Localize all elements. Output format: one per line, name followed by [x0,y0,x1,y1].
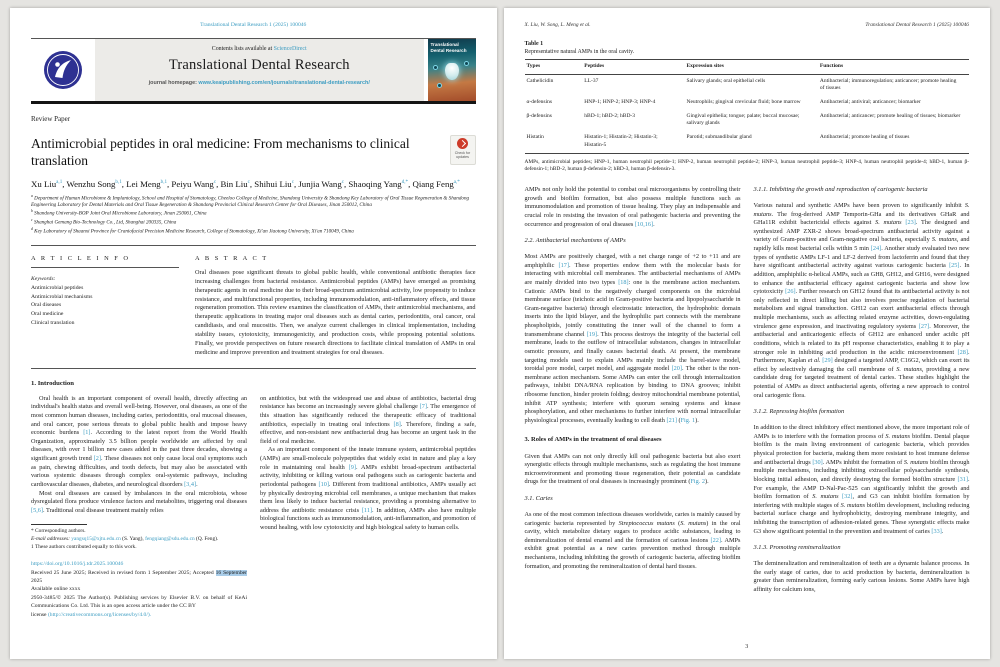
keyword: Antimicrobial peptides [31,284,84,291]
publisher-logo-cell [31,39,95,101]
page2-right-column [754,186,970,594]
intro-paragraph: on antibiotics, but with the widespread use and abuse of antibiotics, bacterial drug resistance has become an increasingly severe global challenge [7]. The emergence of this situation has significantly reduced the therapeutic efficacy of traditional antibiotics, especially in treating oral infections [8]. Therefore, finding a safe, effective, and non-resistant new antibacterial drug has become an urgent task in the field of oral medicine. [260,394,476,445]
table-row [525,110,970,131]
journal-homepage-link[interactable]: www.keaipublishing.com/en/journals/translational-dental-research/ [198,80,370,86]
table-cell: Antibacterial; immunoregulation; anticancer; promote healing of tissues [819,77,957,92]
table-body [525,74,970,153]
amps-table [525,59,970,154]
article-info-abstract-block [31,245,476,369]
footnote-rule [31,524,87,525]
page2-running-head [525,22,970,28]
license-line [31,611,247,619]
table-cell: HNP-1; HNP-2; HNP-3; HNP-4 [584,99,656,106]
author-name: Shihui Liu$^c$ [254,178,294,189]
author-name: Peiyu Wang$^c$ [171,178,217,189]
table-cell: Histatin [526,134,544,141]
license-link[interactable]: (http://creativecommons.org/licenses/by/4.0/). [47,611,152,618]
crossmark-icon [457,138,468,149]
table-header-row [525,60,970,75]
table-cell: hBD-1; hBD-2; hBD-3 [584,112,636,119]
email-link-feng[interactable]: fengqiang@sdu.edu.cn [145,536,195,543]
page1-right-column [260,395,476,619]
contents-prefix: Contents lists available at [211,46,274,52]
affiliation: $^c$ Shanghai Gemang Bio-Technology Co., Ltd, Shanghai 200335, China [31,218,177,226]
check-for-updates-badge[interactable] [450,135,476,165]
homepage-prefix: journal homepage: [148,80,199,86]
tooth-illustration [445,63,459,80]
keyword: Oral medicine [31,311,64,318]
table-1-label: Table 1 [524,41,544,47]
table-column-header: Expression sites [685,60,818,75]
received-suffix: 2025 [31,578,43,584]
body-paragraph: Most AMPs are positively charged, with a net charge range of +2 to +11 and are amphiphilic [17]. These properties endow them with the molecular basis for interacting with microbial cell membranes. The antibacterial mechanisms of AMPs are mainly divided into two types [18]: one is the membrane action mechanism. Cationic AMPs bind to the negatively charged components on the microbial membrane surface (teichoic acid in Gram-positive bacteria and lipopolysaccharide in Gram-negative bacteria) through electrostatic interaction, the hydrophobic domain inserts into the lipid bilayer, and the hydrophilic part connects with the membrane phospholipids, jointly constituting the inner wall of the channel to form a transmembrane channel [19]. This process destroys the integrity of the bacterial cell membrane, leads to the outflow of intracellular substances, changes in intracellular osmotic pressure, and finally causes bacterial death. At present, the membrane targeting models used to explain AMPs mainly include the barrel-stave model, toroidal pore model, carpet model, and aggregate model [20]. The other is the non-membrane action mechanism. Some AMPs can enter the cell through internalization pathways, inhibit DNA/RNA replication by binding to DNA grooves; inhibit ribosome function, hinder protein folding; destroy mitochondrial membrane potential, inhibit ATP synthesis; interfere with quorum sensing systems and kinase phosphorylation, and other mechanisms to further interfere with normal intracellular physiological processes, eventually leading to cell death [21] (Fig. 1). [524,253,741,424]
table-row [525,131,970,153]
email-addresses-note [31,536,247,544]
author-name: Bin Liu$^c$ [220,178,250,189]
journal-title: Translational Dental Research [168,57,350,73]
email-suffix: (S. Yang), [120,536,146,543]
heading-3-1-2: 3.1.2. Repressing biofilm formation [753,408,845,416]
author-name: Wenzhu Song$^{b,1}$ [66,178,122,189]
heading-3: 3. Roles of AMPs in the treatment of oral diseases [524,435,662,443]
table-cell: Cathelicidin [526,77,554,84]
keyword: Oral diseases [31,302,62,309]
page1-left-column [31,395,247,619]
table-cell: Parotid; submandibular gland [686,134,752,141]
table-column-header: Peptides [582,60,684,75]
intro-paragraph: Most oral diseases are caused by imbalances in the oral microbiota, whose dysregulated flora produce virulence factors and metabolites, triggering oral diseases [5,6]. Traditional oral disease treatment mainly relies [31,489,247,514]
table-cell: Histatin-1; Histatin-2; Histatin-3; Histatin-5 [584,134,658,148]
heading-3-1: 3.1. Caries [524,495,553,503]
section-heading-introduction: 1. Introduction [31,379,74,387]
issn-copyright-line: 2950-3485/© 2025 The Author(s). Publishing services by Elsevier B.V. on behalf of KeAi Communications Co. Ltd. This is an open access article under the CC BY [31,594,247,610]
running-head-citation: Translational Dental Research 1 (2025) 100046 [200,22,307,28]
table-cell: Neutrophils; gingival crevicular fluid; bone marrow [686,99,801,106]
author-name: Lei Meng$^{b,1}$ [126,178,168,189]
footnote-block [31,524,247,551]
email-link-yang[interactable]: yangsq15@xjtu.edu.cn [71,536,121,543]
body-paragraph: The demineralization and remineralization of teeth are a dynamic balance process. In the early stage of caries, due to acid production by bacteria, demineralization is greater than remineralization, forming early carious lesions. Some AMPs have high affinity for calcium ions, [753,560,970,594]
body-paragraph: Various natural and synthetic AMPs have been proven to significantly inhibit S. mutans. The frog-derived AMP Temporin-GHa and its derivatives GHaR and GHa11R exhibit bactericidal effects against S. mutans [23]. The designed and synthesized AMP ZXR-2 shows broad-spectrum antibacterial activity against a variety of Gram-positive and Gram-negative oral bacteria, especially S. mutans, and rapidly kills most bacterial cells within 5 min [24]. Another study evaluated two new types of synthetic AMPs LF-1 and LF-2 derived from lactoferrin and found that they have significant antibacterial activity against various cariogenic bacteria [25]. In addition, amphiphilic α-helical AMPs, such as GH8, GH12, and GH16, were designed to enhance the antibacterial efficacy against cariogenic bacteria and show low cytotoxicity [26]. Further research on GH12 found that its antibacterial activity is not only reflected in direct killing but also involves precise regulation of bacterial metabolism and signal transduction. GH12 can exert antibacterial effects through multiple mechanisms, such as affecting related enzyme activities, down-regulating virulence gene expression, and inactivating regulatory systems [27]. Moreover, the antibacterial and anticariogenic effects of GH12 are enhanced under acidic pH conditions, which is related to its pH response characteristics, enabling it to play a stronger role in inhibiting acid production in the acidic microenvironment [28]. Furthermore, Kaplan et al. [29] designed a targeted AMP, C16G2, which can exert its effect by selectively damaging the cell membrane of S. mutans, providing a new candidate drug for targeted treatment of dental caries. These studies highlight the potential of AMPs as direct antibacterial agents, offering a new approach to control oral cariogenic flora. [753,201,970,399]
intro-paragraph: Oral health is an important component of overall health, directly affecting an individual's health status and overall well-being. However, oral diseases, as one of the most common human diseases, including caries, periodontitis, oral mucosal diseases, and oral cancer, pose serious threats to global public health and impose heavy economic burdens [1]. According to the latest report from the World Health Organization, approximately 3.5 billion people worldwide are affected by oral diseases, with over 1 billion new cases added in the past three decades, showing a significant growth trend [2]. These diseases not only cause local oral symptoms such as pain, chewing difficulties, and tooth defects, but may also be associated with various systemic diseases through complex oral-systemic pathways, including cardiovascular diseases, diabetes, and neurological disorders [3,4]. [31,394,247,488]
page-2 [504,8,991,659]
affiliation: $^d$ Key Laboratory of Shaanxi Province for Craniofacial Precision Medicine Research, College of Stomatology, Xi'an Jiaotong University, Xi'an 710049, China [31,227,354,235]
crossmark-label: Check for updates [454,150,471,159]
keywords-block [31,275,179,328]
equal-contribution-note: 1 These authors contributed equally to this work. [31,544,137,551]
author-name: Shaoqing Yang$^{d,*}$ [348,178,409,189]
cover-dot [433,65,438,70]
cover-dot [464,61,469,66]
affiliation-list [31,194,476,236]
table-cell: Antibacterial; antiviral; anticancer; biomarker [819,99,921,106]
table-1-footnote: AMPs, antimicrobial peptides; HNP-1, human neutrophil peptide-1; HNP-2, human neutrophil peptide-2; HNP-3, human neutrophil peptide-3; HNP-4, human neutrophil peptide-4; hBD-1, human β-defensin-1; hBD-2, human β-defensin-2; hBD-3, human β-defensin-3. [524,158,969,173]
table-cell: α-defensins [526,99,552,106]
masthead-divider-bar [31,101,476,104]
table-cell: Gingival epithelia; tongue; palate; buccal mucosae; salivary glands [686,112,800,127]
corresponding-authors-note: * Corresponding authors. [31,528,86,535]
page2-left-column [525,186,741,594]
running-head-journal: Translational Dental Research 1 (2025) 100046 [865,22,969,28]
affiliation: $^b$ Shandong University-BOP Joint Oral Microbiome Laboratory, Jinan 250061, China [31,209,207,218]
heading-3-1-3: 3.1.3. Promoting remineralization [753,544,841,552]
keyword: Clinical translation [31,320,75,327]
cover-dot [437,83,442,88]
license-label: license [31,611,48,618]
affiliation: $^a$ Department of Human Microbiome & Implantology, School and Hospital of Stomatology, Cheeloo College of Medicine, Shandong University & Shandong Key Laboratory of Oral Tissue Regeneration & Shandong Engineering Laboratory for Dental Materials and Oral Tissue Regeneration & Shandong Provincial Clinical Research Center for Oral Diseases, Jinan 250012, China [31,193,470,209]
table-row [525,74,970,96]
table-cell: β-defensins [526,112,552,119]
journal-homepage-line [103,80,416,86]
page-number: 3 [745,644,749,650]
journal-masthead [31,38,476,101]
accepted-date-highlight: 16 September [215,569,248,576]
author-name: Qiang Feng$^{a,*}$ [412,178,460,189]
table-cell: Salivary glands; oral epithelial cells [686,77,766,84]
abstract-text: Oral diseases pose significant threats to global public health, while conventional antibiotic therapies face increasing challenges from bacterial resistance. Antimicrobial peptides (AMPs) have emerged as promising therapeutic agents in oral medicine due to their broad-spectrum antimicrobial activity, low propensity to induce resistance, and multifunctional properties, including immunomodulation, anti-inflammatory effects, and tissue regeneration promotion. This review examines the classification of AMPs, their antimicrobial mechanisms, and therapeutic applications in treating major oral diseases such as dental caries, periodontitis, oral cancer, oral candidiasis, and oral mucositis. Then, we analyze current challenges in clinical implementation, including stability issues, cytotoxicity, immunogenicity, and production costs, while proposing potential solutions. Finally, we provide perspectives on future research directions to facilitate clinical translation of AMPs in oral medicine and improve prevention and treatment strategies for oral diseases. [195,268,476,356]
email-label: E-mail addresses: [31,536,72,543]
table-row [525,96,970,110]
received-dates-line [31,569,247,586]
journal-cover-cell [424,39,476,101]
available-online-line: Available online xxxx [31,586,81,593]
heading-2-2: 2.2. Antibacterial mechanisms of AMPs [524,237,626,245]
journal-cover-thumbnail [428,39,476,101]
page-1 [10,8,497,659]
masthead-center [95,39,424,101]
keywords-list [31,284,179,328]
contents-available-line [103,46,416,52]
received-prefix: Received 25 June 2025; Received in revised form 1 September 2025; Accepted [31,569,216,576]
paper-title: Antimicrobial peptides in oral medicine: From mechanisms to clinical translation [31,136,410,169]
keywords-label: Keywords: [31,275,56,282]
table-cell: Antibacterial; promote healing of tissues [819,134,910,141]
author-name: Xu Liu$^{a,1}$ [31,178,63,189]
body-paragraph: Given that AMPs can not only directly kill oral pathogenic bacteria but also exert synergistic effects through multiple mechanisms, such as regulating the host immune microenvironment and promoting tissue regeneration, their potential as candidate drugs for the treatment of oral diseases is increasingly prominent (Fig. 2). [524,452,741,486]
heading-3-1-1: 3.1.1. Inhibiting the growth and reproduction of cariogenic bacteria [753,186,928,194]
article-type-label: Review Paper [31,115,71,123]
author-name: Junjia Wang$^c$ [298,178,344,189]
keyword: Antimicrobial mechanisms [31,293,93,300]
abstract-column [195,255,476,358]
article-info-column [31,255,179,358]
abstract-heading: A B S T R A C T [195,254,269,262]
running-head-authors: X. Liu, W. Song, L. Meng et al. [524,22,591,28]
table-column-header: Functions [818,60,969,75]
table-cell: LL-37 [584,77,599,84]
author-list: Xu Liu$^{a,1}$, Wenzhu Song$^{b,1}$, Lei Meng$^{b,1}$, Peiyu Wang$^c$, Bin Liu$^c$, Shihui Liu$^c$, Junjia Wang$^c$, Shaoqing Yang$^{d,*}$, Qiang Feng$^{a,*}$ [31,178,460,189]
table-1-caption: Representative natural AMPs in the oral cavity. [524,49,635,55]
body-paragraph: In addition to the direct inhibitory effect mentioned above, the more important role of AMPs is to interfere with the formation process of S. mutans biofilm. Dental plaque biofilm is the main living environment of cariogenic bacteria, which provides physical protection for bacteria, making them more resistant to host immune defense and antibacterial drugs [30]. AMPs inhibit the formation of S. mutans biofilm through multiple mechanisms, including inhibiting extracellular polysaccharide synthesis, blocking initial adhesion, and directly destroying the formed biofilm structure [31]. For example, the AMP D-Nal-Pac-525 can significantly inhibit the growth and biofilm formation of S. mutans [32], and G3 can inhibit biofilm formation by interfering with multiple stages of S. mutans biofilm development, including reducing bacterial surface charge and hydrophobicity, destroying membrane integrity, and inhibiting the transcription of adhesion-related genes. These synergistic effects make G3 show significant potential in the prevention and treatment of caries [33]. [753,424,970,535]
email-suffix: (Q. Feng). [194,536,219,543]
cover-title-text: Translational Dental Research [430,42,467,53]
keai-logo-icon [43,50,83,90]
intro-paragraph: As an important component of the innate immune system, antimicrobial peptides (AMPs) are small-molecule polypeptides that widely exist in nature and play a key role in maintaining oral health [9]. AMPs exhibit broad-spectrum antibacterial activity, inhibiting or killing various oral pathogens such as cariogenic bacteria and periodontal pathogens [10]. Different from traditional antibiotics, AMPs usually act by physically destroying microbial cell membranes, a unique mechanism that makes them less likely to induce bacterial resistance, providing a promising alternative to address the antibiotic resistance crisis [11]. In addition, AMPs also have multiple biological functions such as immunomodulation, anti-inflammation, and promotion of wound healing, with low cytotoxicity and high biological safety to human cells. [260,446,477,532]
doi-line [31,561,247,569]
sciencedirect-link[interactable]: ScienceDirect [273,46,307,52]
article-info-heading: A R T I C L E I N F O [31,255,179,268]
doi-link[interactable]: https://doi.org/10.1016/j.tdr.2025.100046 [31,560,124,567]
table-cell: Antibacterial; anticancer; promote healing of tissues; biomarker [819,112,961,119]
body-paragraph: As one of the most common infectious diseases worldwide, caries is mainly caused by cariogenic bacteria represented by Streptococcus mutans (S. mutans) in the oral cavity, which metabolize dietary sugars to produce acidic substances, leading to demineralization of dental enamel and the formation of carious lesions [22]. AMPs exhibit great potential as a new caries prevention method through multiple mechanisms, including inhibiting the growth of cariogenic bacteria, affecting biofilm formation, and promoting the remineralization of dental hard tissues. [524,510,741,570]
body-paragraph: AMPs not only hold the potential to combat oral microorganisms by controlling their growth and biofilm formation, but also possess multiple functions such as immunomodulation and promotion of tissue healing. They play an indispensable and crucial role in resisting the invasion of oral pathogenic bacteria and preventing the occurrence and progression of oral diseases [10,16]. [524,186,741,228]
table-column-header: Types [525,60,583,75]
